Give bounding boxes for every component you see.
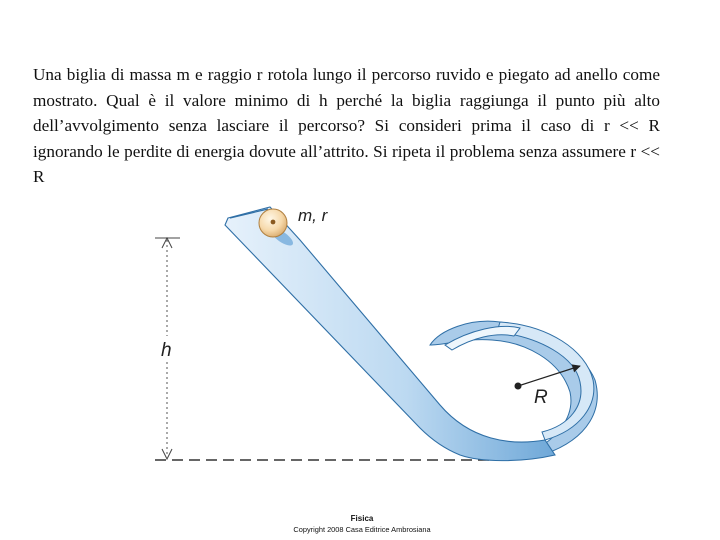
problem-text: Una biglia di massa m e raggio r rotola lungo il percorso ruvido e piegato ad anello come mostrato. Qual è il valore minimo di h perché la biglia raggiunga il punto più alto dell’avvolgimento senza lasciare il percorso? Si consideri prima il caso di r << R ignorando le perdite di energia dovute all’attrito. Si ripeta il problema senza assumere r << R xyxy=(33,65,660,186)
credit-title: Fisica xyxy=(350,514,374,523)
radius-label: R xyxy=(534,387,548,408)
height-label: h xyxy=(161,340,172,361)
ball-label: m, r xyxy=(298,206,328,225)
copyright-line: Copyright 2008 Casa Editrice Ambrosiana xyxy=(293,525,431,534)
track xyxy=(225,207,597,461)
